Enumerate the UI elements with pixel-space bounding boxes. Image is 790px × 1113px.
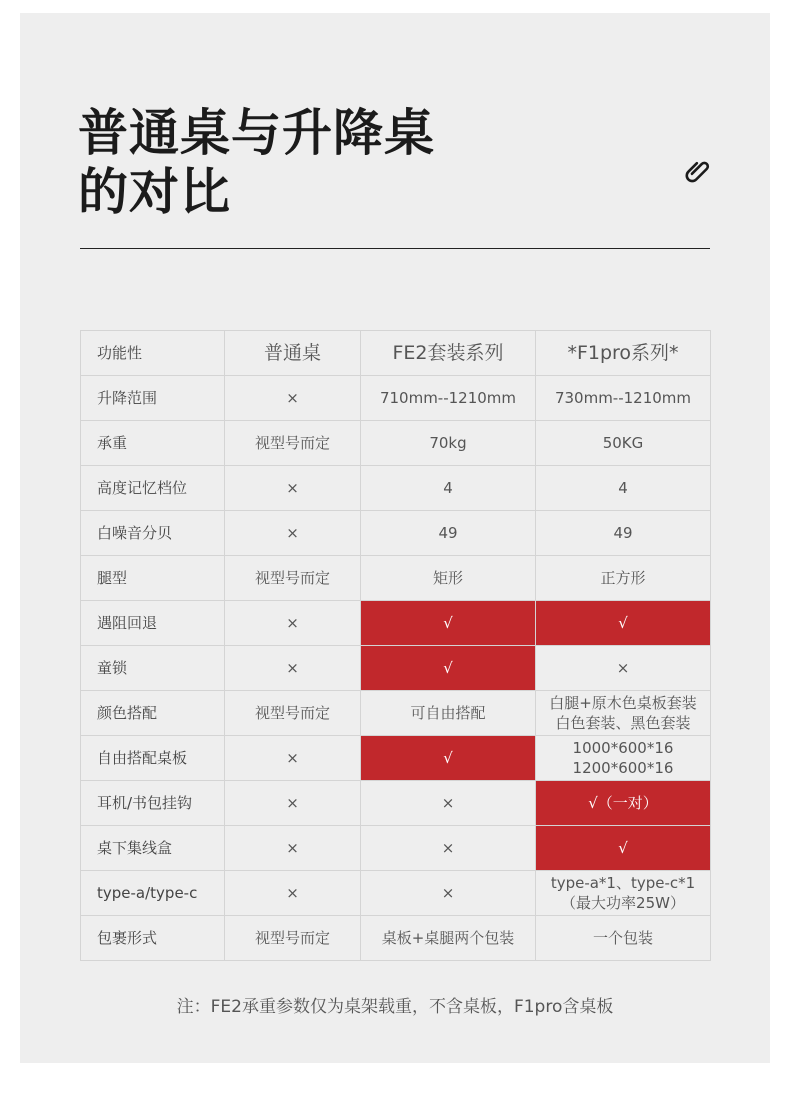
feature-cell: 颜色搭配 (81, 691, 225, 736)
normal-desk-cell: × (225, 376, 361, 421)
f1pro-cell (536, 871, 711, 916)
cell-line: 1000*600*16 (572, 739, 674, 757)
f1pro-cell: √ (536, 601, 711, 646)
feature-cell: 包裹形式 (81, 916, 225, 961)
f1pro-cell: 一个包装 (536, 916, 711, 961)
fe2-cell: 4 (361, 466, 536, 511)
f1pro-cell: √（一对） (536, 781, 711, 826)
table-row (81, 421, 711, 466)
normal-desk-cell: × (225, 826, 361, 871)
table-row (81, 871, 711, 916)
header-f1pro: *F1pro系列* (536, 331, 711, 376)
header-fe2: FE2套装系列 (361, 331, 536, 376)
feature-cell: type-a/type-c (81, 871, 225, 916)
fe2-cell: × (361, 781, 536, 826)
table-row (81, 376, 711, 421)
fe2-cell: 矩形 (361, 556, 536, 601)
fe2-cell: 桌板+桌腿两个包装 (361, 916, 536, 961)
cell-line: 1200*600*16 (572, 759, 674, 777)
f1pro-cell (536, 691, 711, 736)
normal-desk-cell: × (225, 736, 361, 781)
fe2-cell: √ (361, 736, 536, 781)
feature-cell: 自由搭配桌板 (81, 736, 225, 781)
feature-cell: 遇阻回退 (81, 601, 225, 646)
normal-desk-cell: × (225, 511, 361, 556)
normal-desk-cell: 视型号而定 (225, 421, 361, 466)
f1pro-cell: × (536, 646, 711, 691)
paperclip-icon (684, 156, 714, 186)
table-row (81, 601, 711, 646)
fe2-cell: × (361, 871, 536, 916)
cell-line: 白腿+原木色桌板套装 (549, 694, 697, 712)
fe2-cell: √ (361, 646, 536, 691)
f1pro-cell (536, 736, 711, 781)
feature-cell: 桌下集线盒 (81, 826, 225, 871)
feature-cell: 升降范围 (81, 376, 225, 421)
f1pro-cell: √ (536, 826, 711, 871)
normal-desk-cell: × (225, 871, 361, 916)
fe2-cell: 710mm--1210mm (361, 376, 536, 421)
f1pro-cell: 730mm--1210mm (536, 376, 711, 421)
f1pro-cell: 49 (536, 511, 711, 556)
table-row (81, 736, 711, 781)
title-divider (80, 248, 710, 249)
feature-cell: 耳机/书包挂钩 (81, 781, 225, 826)
table-row (81, 556, 711, 601)
f1pro-cell: 4 (536, 466, 711, 511)
table-row (81, 781, 711, 826)
table-row (81, 466, 711, 511)
normal-desk-cell: 视型号而定 (225, 916, 361, 961)
header-feature: 功能性 (81, 331, 225, 376)
normal-desk-cell: × (225, 781, 361, 826)
feature-cell: 高度记忆档位 (81, 466, 225, 511)
cell-line: type-a*1、type-c*1 (550, 874, 696, 892)
table-row (81, 916, 711, 961)
cell-line: 白色套装、黑色套装 (555, 714, 691, 732)
table-row (81, 826, 711, 871)
feature-cell: 承重 (81, 421, 225, 466)
normal-desk-cell: × (225, 466, 361, 511)
table-row (81, 646, 711, 691)
fe2-cell: 49 (361, 511, 536, 556)
fe2-cell: 70kg (361, 421, 536, 466)
fe2-cell: √ (361, 601, 536, 646)
feature-cell: 腿型 (81, 556, 225, 601)
table-row (81, 691, 711, 736)
table-header-row (81, 331, 711, 376)
feature-cell: 白噪音分贝 (81, 511, 225, 556)
header-normal-desk: 普通桌 (225, 331, 361, 376)
normal-desk-cell: 视型号而定 (225, 691, 361, 736)
footnote: 注：FE2承重参数仅为桌架载重，不含桌板，F1pro含桌板 (176, 997, 614, 1017)
normal-desk-cell: × (225, 601, 361, 646)
page-title (78, 104, 435, 222)
fe2-cell: × (361, 826, 536, 871)
cell-line: （最大功率25W） (561, 894, 685, 912)
table-row (81, 511, 711, 556)
normal-desk-cell: × (225, 646, 361, 691)
feature-cell: 童锁 (81, 646, 225, 691)
fe2-cell: 可自由搭配 (361, 691, 536, 736)
f1pro-cell: 正方形 (536, 556, 711, 601)
comparison-table (80, 330, 711, 961)
page-title-line-1: 普通桌与升降桌 (78, 104, 435, 162)
normal-desk-cell: 视型号而定 (225, 556, 361, 601)
page-title-line-2: 的对比 (78, 163, 231, 221)
f1pro-cell: 50KG (536, 421, 711, 466)
